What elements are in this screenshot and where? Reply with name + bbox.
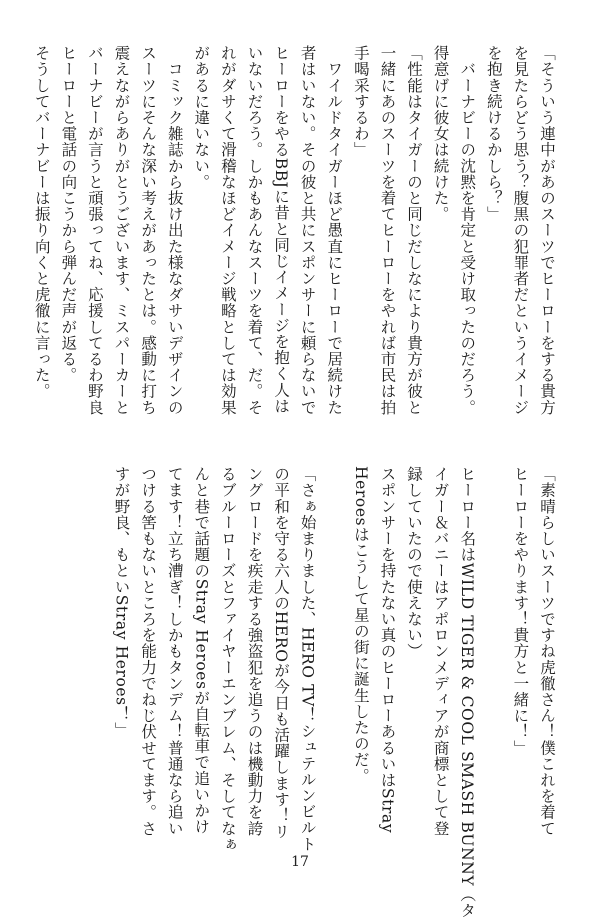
text-column: 「性能はタイガーのと同じだしなにより貴方が彼と xyxy=(405,45,424,416)
text-column: ヒーローをやります！貴方と一緒に！」 xyxy=(511,466,530,756)
text-column: 「さぁ始まりました、HERO TV！シュテルンビルト xyxy=(298,466,317,852)
text-column: ワイルドタイガーほど愚直にヒーローで居続けた xyxy=(325,45,344,416)
text-column: イガー＆バニーはアポロンメディアが商標として登 xyxy=(431,466,450,837)
text-column: コミック雑誌から抜け出た様なダサいデザインの xyxy=(165,45,184,416)
blank-column xyxy=(321,466,348,841)
text-column: バーナビーの沈黙を肯定と受け取ったのだろう。 xyxy=(458,45,477,416)
text-column: ヒーローをやるBBJに昔と同じイメージを抱く人は xyxy=(272,45,291,414)
text-column: を見たらどう思う？腹黒の犯罪者だというイメージ xyxy=(511,45,530,416)
text-column: 一緒にあのスーツを着てヒーローをやれば市民は拍 xyxy=(378,45,397,416)
text-column: バーナビーが言うと頑張ってね、応援してるわ野良 xyxy=(85,45,104,416)
text-column: ングロードを疾走する強盗犯を追うのは機動力を誇 xyxy=(245,466,264,837)
page-number: 17 xyxy=(291,854,309,870)
text-column: すが野良、もといStray Heroes！」 xyxy=(112,466,131,738)
text-column: 「素晴らしいスーツですね虎徹さん！僕これを着て xyxy=(538,466,556,837)
text-column: れがダサくて滑稽なほどイメージ戦略としては効果 xyxy=(218,45,237,416)
blank-column xyxy=(480,466,507,841)
text-column: 録していたので使えない） xyxy=(405,466,424,660)
text-column: を抱き続けるかしら？」 xyxy=(484,45,503,223)
text-column: ヒーローと電話の向こうから弾んだ声が返る。 xyxy=(59,45,78,384)
text-column: ヒーロー名はWILD TIGER & COOL SMASH BUNNY（タ xyxy=(458,466,477,918)
text-column: 者はいない。その彼と共にスポンサーに頼らないで xyxy=(298,45,317,416)
upper-text-block xyxy=(32,45,560,420)
text-column: 「そういう連中があのスーツでヒーローをする貴方 xyxy=(538,45,556,416)
text-column: つける筈もないところを能力でねじ伏せてます。さ xyxy=(139,466,158,837)
text-column: んと巷で話題のStray Heroesが自転車で追いかけ xyxy=(192,466,211,835)
text-column: いないだろう。しかもあんなスーツを着て、だ。そ xyxy=(245,45,264,416)
text-column: 震えながらありがとうございます、ミスパーカーと xyxy=(112,45,131,416)
text-column: スーツにそんな深い考えがあったとは。感動に打ち xyxy=(139,45,158,416)
text-column: Heroesはこうして星の街に誕生したのだ。 xyxy=(351,466,370,784)
text-column: てます！立ち漕ぎ！しかもタンデム！普通なら追い xyxy=(165,466,184,837)
text-column: そうしてバーナビーは振り向くと虎徹に言った。 xyxy=(32,45,51,400)
text-column: 得意げに彼女は続けた。 xyxy=(431,45,450,223)
text-column: るブルーローズとファイヤーエンブレム、そしてなぁ xyxy=(218,466,237,853)
text-column: スポンサーを持たない真のヒーローあるいはStray xyxy=(378,466,397,834)
text-column: 手喝采するわ」 xyxy=(351,45,370,158)
text-column: の平和を守る六人のHEROが今日も活躍します！リ xyxy=(272,466,291,840)
text-column: があるに違いない。 xyxy=(192,45,211,190)
